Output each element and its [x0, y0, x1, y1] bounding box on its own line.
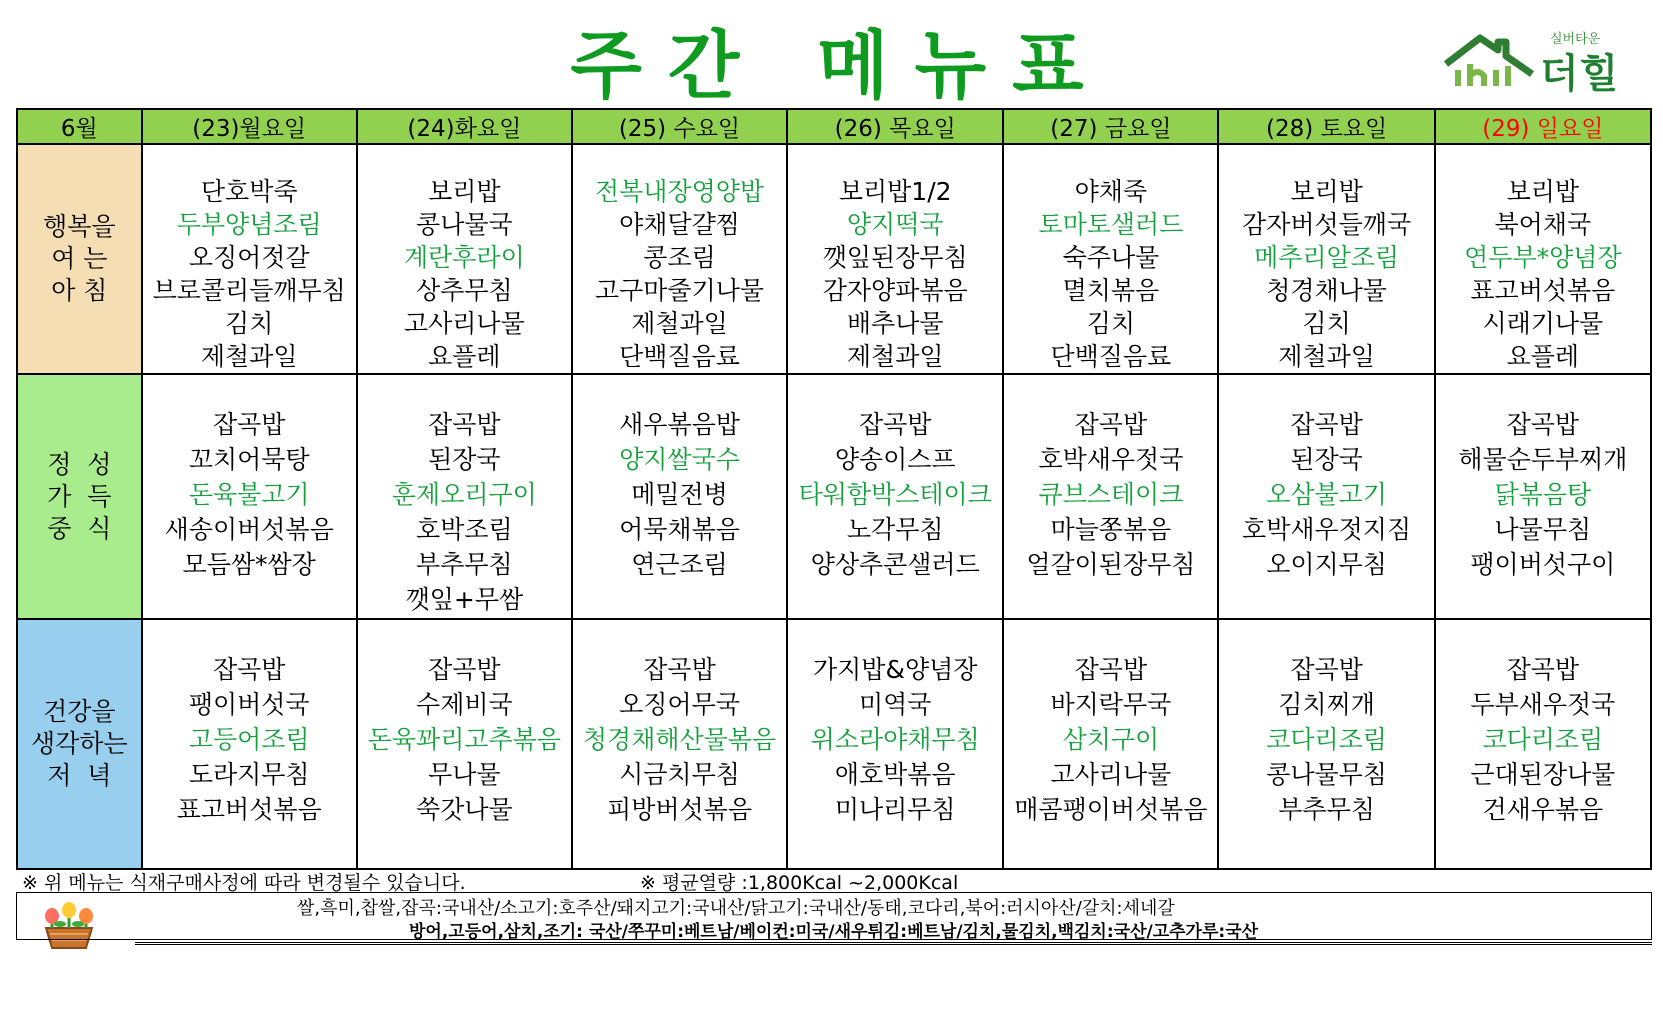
menu-cell [1003, 619, 1218, 869]
meal-label-line: 여 는 [51, 244, 108, 273]
menu-item: 김치찌개 [1278, 690, 1375, 719]
weekly-menu-table [16, 108, 1652, 870]
logo-subtitle: 실버타운 [1550, 32, 1601, 47]
meal-label-line: 중 식 [47, 513, 112, 543]
menu-item: 부추무침 [416, 550, 513, 579]
menu-item: 시금치무침 [619, 760, 740, 789]
menu-item: 잡곡밥 [428, 655, 501, 684]
menu-cell [572, 619, 787, 869]
menu-item-main: 두부양념조림 [176, 210, 322, 239]
menu-item-main: 돈육불고기 [188, 480, 310, 509]
menu-item: 상추무침 [416, 276, 513, 305]
meal-label-line: 행복을 [43, 212, 116, 241]
meal-label-line: 가 득 [47, 481, 112, 511]
menu-cell [1218, 144, 1434, 374]
menu-item: 요플레 [428, 342, 501, 371]
menu-item: 잡곡밥 [1074, 655, 1148, 684]
menu-item: 잡곡밥 [1074, 410, 1148, 439]
meal-label-line: 저 녁 [47, 761, 112, 790]
menu-item: 호박조림 [416, 515, 513, 544]
logo [1440, 28, 1640, 97]
header-row [17, 109, 1651, 144]
breakfast-row [17, 144, 1651, 374]
day-header: (26) 목요일 [787, 109, 1003, 144]
menu-item: 보리밥 [428, 177, 501, 206]
menu-item: 근대된장나물 [1470, 760, 1616, 789]
menu-item: 김치 [225, 309, 274, 338]
menu-cell [142, 144, 357, 374]
day-header-sunday: (29) 일요일 [1435, 109, 1651, 144]
menu-item: 잡곡밥 [1290, 410, 1363, 439]
meal-label [17, 144, 142, 374]
menu-cell [1218, 619, 1434, 869]
menu-item-main: 양지쌀국수 [619, 445, 740, 474]
menu-cell [1435, 374, 1651, 619]
menu-item-main: 청경채해산물볶음 [582, 725, 777, 754]
menu-item: 보리밥1/2 [838, 177, 952, 206]
menu-item: 잡곡밥 [643, 655, 716, 684]
menu-item: 잡곡밥 [858, 410, 932, 439]
menu-item: 양송이스프 [834, 445, 956, 474]
menu-item: 제철과일 [631, 309, 728, 338]
menu-item: 잡곡밥 [1506, 410, 1580, 439]
menu-item-main: 연두부*양념장 [1464, 243, 1622, 272]
menu-item: 가지밥&양념장 [813, 655, 978, 684]
menu-item-main: 삼치구이 [1062, 725, 1160, 754]
menu-item: 배추나물 [846, 309, 944, 338]
calorie-notice: ※ 평균열량 :1,800Kcal ~2,000Kcal [640, 872, 959, 894]
menu-item: 양상추콘샐러드 [810, 550, 980, 579]
menu-item: 오징어젓갈 [188, 243, 310, 272]
menu-item: 깻잎된장무침 [822, 243, 968, 272]
menu-item: 바지락무국 [1050, 690, 1172, 719]
day-header: (27) 금요일 [1003, 109, 1218, 144]
day-header: (28) 토요일 [1218, 109, 1434, 144]
logo-name: 더힐 [1540, 51, 1620, 97]
menu-item: 브로콜리들깨무침 [152, 276, 346, 305]
menu-item: 도라지무침 [188, 760, 310, 789]
menu-item-main: 닭볶음탕 [1494, 480, 1592, 509]
menu-item: 된장국 [1290, 445, 1363, 474]
menu-item-main: 코다리조림 [1266, 725, 1387, 754]
menu-item: 마늘쫑볶음 [1050, 515, 1172, 544]
menu-item: 매콤팽이버섯볶음 [1014, 795, 1208, 824]
menu-item: 보리밥 [1290, 177, 1363, 206]
menu-item: 잡곡밥 [428, 410, 501, 439]
menu-item: 보리밥 [1506, 177, 1580, 206]
menu-item-main: 메추리알조림 [1254, 243, 1400, 272]
menu-item: 고구마줄기나물 [594, 276, 765, 305]
menu-item-main: 큐브스테이크 [1038, 480, 1184, 509]
menu-item: 나물무침 [1494, 515, 1592, 544]
menu-item: 김치 [1302, 309, 1351, 338]
menu-item: 얼갈이된장무침 [1026, 550, 1196, 579]
menu-item: 새우볶음밥 [619, 410, 740, 439]
meal-label [17, 374, 142, 619]
menu-item: 꼬치어묵탕 [188, 445, 310, 474]
menu-cell [1435, 619, 1651, 869]
menu-item: 콩나물국 [416, 210, 513, 239]
menu-cell [787, 144, 1003, 374]
origin-info-box [16, 892, 1652, 940]
menu-item: 모듬쌈*쌈장 [182, 550, 316, 579]
month-header: 6월 [17, 109, 142, 144]
menu-item: 오징어무국 [619, 690, 740, 719]
menu-item: 해물순두부찌개 [1458, 445, 1628, 474]
meal-label-line: 아 침 [51, 276, 108, 305]
menu-item: 고사리나물 [403, 309, 525, 338]
meal-label-line: 건강을 [43, 697, 116, 726]
origin-line-2: 방어,고등어,삼치,조기: 국산/쭈꾸미:베트남/베이컨:미국/새우튀김:베트남/김치,물김치,백김치:국산/고추가루:국산 [409, 922, 1259, 942]
menu-item-main: 위소라야채무침 [810, 725, 980, 754]
day-header: (23)월요일 [142, 109, 357, 144]
menu-item: 깻잎+무쌈 [405, 585, 524, 614]
menu-item: 두부새우젓국 [1470, 690, 1616, 719]
menu-item: 쑥갓나물 [416, 795, 513, 824]
menu-item-main: 돈육꽈리고추볶음 [367, 725, 561, 754]
menu-cell [572, 144, 787, 374]
menu-item: 연근조림 [631, 550, 728, 579]
menu-item: 미나리무침 [834, 795, 956, 824]
menu-cell [1003, 374, 1218, 619]
menu-item: 부추무침 [1278, 795, 1375, 824]
meal-label-line: 생각하는 [31, 729, 128, 758]
menu-item: 오이지무침 [1266, 550, 1387, 579]
menu-item: 야채달걀찜 [619, 210, 740, 239]
menu-cell [787, 374, 1003, 619]
menu-cell [787, 619, 1003, 869]
menu-item: 단호박죽 [200, 177, 298, 206]
house-logo-icon [1440, 30, 1540, 90]
menu-item-main: 토마토샐러드 [1038, 210, 1184, 239]
menu-item: 콩나물무침 [1266, 760, 1387, 789]
menu-item: 무나물 [428, 760, 501, 789]
menu-item-main: 고등어조림 [188, 725, 310, 754]
menu-item: 콩조림 [643, 243, 716, 272]
menu-cell [357, 144, 572, 374]
origin-line-1: 쌀,흑미,찹쌀,잡곡:국내산/소고기:호주산/돼지고기:국내산/닭고기:국내산/동태,코다리,북어:러시아산/갈치:세네갈 [297, 898, 1175, 919]
menu-item: 제철과일 [1278, 342, 1375, 371]
menu-item: 노각무침 [846, 515, 944, 544]
menu-item: 숙주나물 [1062, 243, 1160, 272]
menu-item: 단백질음료 [1050, 342, 1172, 371]
menu-item: 잡곡밥 [212, 410, 286, 439]
menu-item: 잡곡밥 [212, 655, 286, 684]
menu-item: 제철과일 [846, 342, 944, 371]
change-notice: ※ 위 메뉴는 식재구매사정에 따라 변경될수 있습니다. [22, 872, 466, 894]
menu-item: 표고버섯볶음 [176, 795, 322, 824]
menu-item: 잡곡밥 [1506, 655, 1580, 684]
menu-item: 건새우볶음 [1482, 795, 1604, 824]
menu-item-main: 오삼불고기 [1266, 480, 1387, 509]
menu-item-main: 계란후라이 [403, 243, 525, 272]
page-title: 주간 메뉴표 [570, 23, 1110, 109]
menu-item: 애호박볶음 [834, 760, 956, 789]
menu-cell [142, 374, 357, 619]
menu-cell [357, 619, 572, 869]
menu-cell [1218, 374, 1434, 619]
meal-label [17, 619, 142, 869]
menu-item: 감자버섯들깨국 [1242, 210, 1412, 239]
menu-item-main: 전복내장영양밥 [594, 177, 765, 206]
menu-cell [357, 374, 572, 619]
menu-item: 미역국 [858, 690, 932, 719]
menu-item: 시래기나물 [1482, 309, 1604, 338]
menu-item: 된장국 [428, 445, 501, 474]
menu-item: 메밀전병 [631, 480, 728, 509]
menu-item-main: 코다리조림 [1482, 725, 1604, 754]
menu-cell [1003, 144, 1218, 374]
menu-item-main: 타워함박스테이크 [798, 480, 992, 509]
menu-item: 팽이버섯국 [188, 690, 310, 719]
menu-item: 야채죽 [1074, 177, 1148, 206]
meal-label-line: 정 성 [47, 449, 112, 479]
menu-item: 단백질음료 [619, 342, 740, 371]
menu-cell [142, 619, 357, 869]
menu-item: 호박새우젓지짐 [1242, 515, 1412, 544]
menu-item: 잡곡밥 [1290, 655, 1363, 684]
menu-item: 고사리나물 [1050, 760, 1172, 789]
menu-item: 호박새우젓국 [1038, 445, 1184, 474]
dinner-row [17, 619, 1651, 869]
origin-divider [135, 942, 1652, 945]
menu-item: 요플레 [1506, 342, 1580, 371]
menu-item: 수제비국 [416, 690, 513, 719]
day-header: (25) 수요일 [572, 109, 787, 144]
menu-item: 새송이버섯볶음 [164, 515, 334, 544]
menu-item: 북어채국 [1494, 210, 1592, 239]
menu-cell [572, 374, 787, 619]
menu-cell [1435, 144, 1651, 374]
menu-item: 팽이버섯구이 [1470, 550, 1616, 579]
menu-item-main: 양지떡국 [846, 210, 944, 239]
menu-item: 김치 [1086, 309, 1136, 338]
menu-item: 어묵채볶음 [619, 515, 740, 544]
lunch-row [17, 374, 1651, 619]
menu-item: 감자양파볶음 [822, 276, 968, 305]
day-header: (24)화요일 [357, 109, 572, 144]
menu-item: 멸치볶음 [1062, 276, 1160, 305]
menu-item: 표고버섯볶음 [1470, 276, 1616, 305]
menu-item: 청경채나물 [1266, 276, 1387, 305]
menu-item: 피방버섯볶음 [607, 795, 752, 824]
menu-item: 제철과일 [200, 342, 298, 371]
menu-item-main: 훈제오리구이 [391, 480, 537, 509]
